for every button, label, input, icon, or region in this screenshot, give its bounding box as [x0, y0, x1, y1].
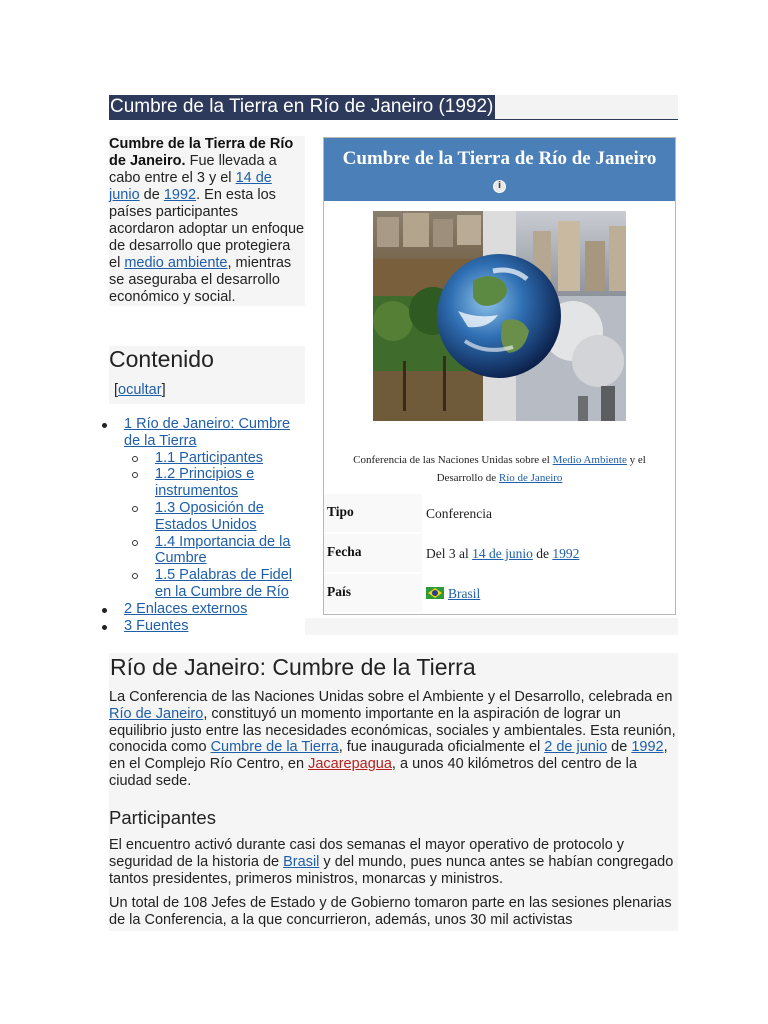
caption-text: Conferencia de las Naciones Unidas sobre el	[353, 454, 553, 466]
infobox-row-pais	[324, 574, 675, 612]
section-paragraph	[109, 837, 678, 887]
intro-text: , mientras se aseguraba el desarrollo económico y social.	[109, 255, 292, 305]
link-brasil-infobox[interactable]: Brasil	[448, 586, 481, 601]
intro-bold: Cumbre de la Tierra de Río de Janeiro.	[109, 136, 294, 169]
bracket: ]	[161, 382, 166, 398]
infobox-row-tipo	[324, 494, 675, 532]
infobox-row-fecha	[324, 534, 675, 572]
link-1992-infobox[interactable]: 1992	[552, 546, 580, 561]
link-rio-de-janeiro[interactable]: Río de Janeiro	[109, 705, 204, 722]
toc-toggle	[114, 382, 166, 398]
toc-link[interactable]: 1 Río de Janeiro: Cumbre de la Tierra	[124, 416, 291, 449]
toc-link[interactable]: 2 Enlaces externos	[124, 600, 248, 617]
toc-item[interactable]	[100, 618, 310, 635]
link-14-junio[interactable]: 14 de junio	[109, 170, 272, 203]
para-text: El encuentro activó durante casi dos semanas el mayor operativo de protocolo y seguridad de la historia de	[109, 837, 625, 870]
toc-item[interactable]	[100, 534, 310, 568]
infobox-title: Cumbre de la Tierra de Río de Janeiro	[342, 148, 657, 169]
toc-band	[305, 618, 678, 635]
link-2-junio[interactable]: 2 de junio	[544, 739, 608, 756]
row-key: Tipo	[327, 504, 354, 519]
row-key: País	[327, 584, 352, 599]
row-value	[426, 546, 579, 562]
section-heading: Participantes	[109, 807, 216, 828]
toc-item[interactable]	[100, 416, 310, 450]
link-medio-ambiente[interactable]: medio ambiente	[124, 255, 228, 271]
para-text: , constituyó un momento importante en la aspiración de lograr un equilibrio justo entre las necesidades económicas, sociales y ambientales. Esta reunión, conocida como	[109, 705, 676, 756]
link-1992[interactable]: 1992	[163, 187, 197, 203]
link-cumbre-tierra[interactable]: Cumbre de la Tierra	[210, 739, 339, 756]
intro-text: de	[139, 187, 164, 203]
row-value	[426, 586, 480, 602]
section-rio-cumbre	[109, 653, 678, 799]
page-title: Cumbre de la Tierra en Río de Janeiro (1992)	[110, 96, 494, 117]
para-text: , fue inaugurada oficialmente el	[338, 739, 545, 756]
earth-collage-image	[373, 211, 626, 421]
toc-link[interactable]: 1.4 Importancia de la Cumbre	[155, 533, 291, 567]
row-text: Del 3 al	[426, 546, 473, 561]
toc-link[interactable]: 3 Fuentes	[124, 617, 189, 634]
infobox-caption	[334, 451, 665, 487]
row-key: Fecha	[327, 544, 362, 559]
caption-text: y el Desarrollo de	[436, 454, 646, 484]
toc-item[interactable]	[100, 466, 310, 500]
toc-link[interactable]: 1.1 Participantes	[155, 449, 264, 466]
section-heading: Río de Janeiro: Cumbre de la Tierra	[110, 654, 476, 680]
bracket: [	[114, 382, 119, 398]
intro-text: . En esta los países participantes acordaron adoptar un enfoque de desarrollo que protegiera el	[109, 187, 305, 271]
section-paragraph	[109, 689, 678, 790]
link-rio-caption[interactable]: Río de Janeiro	[498, 472, 563, 484]
para-text: , a unos 40 kilómetros del centro de la ciudad sede.	[109, 756, 637, 789]
toc-item[interactable]	[100, 601, 310, 618]
intro-text: Fue llevada a cabo entre el 3 y el	[109, 153, 277, 186]
link-medio-ambiente-caption[interactable]: Medio Ambiente	[552, 454, 627, 466]
table-of-contents	[100, 416, 310, 634]
brazil-flag-icon	[426, 587, 444, 599]
para-text: , en el Complejo Río Centro, en	[109, 739, 668, 773]
page-title-bar	[109, 95, 678, 120]
row-value: Conferencia	[426, 506, 492, 521]
toc-item[interactable]	[100, 500, 310, 534]
toc-link[interactable]: 1.5 Palabras de Fidel en la Cumbre de Río	[155, 567, 293, 600]
info-icon[interactable]: i	[493, 180, 506, 193]
para-text: de	[607, 739, 632, 756]
para-text: y del mundo, pues nunca antes se habían congregado tantos presidentes, primeros ministros, monarcas y ministros.	[109, 853, 674, 887]
toc-hide-link[interactable]: ocultar	[118, 382, 162, 398]
para-text: La Conferencia de las Naciones Unidas sobre el Ambiente y el Desarrollo, celebrada en	[109, 689, 673, 705]
link-jacarepagua[interactable]: Jacarepagua	[308, 756, 392, 773]
toc-title: Contenido	[109, 346, 214, 372]
row-text: de	[532, 546, 553, 561]
infobox	[323, 137, 676, 615]
section-participantes	[109, 799, 678, 931]
link-brasil[interactable]: Brasil	[283, 853, 320, 870]
toc-item[interactable]	[100, 567, 310, 601]
intro-paragraph	[109, 136, 305, 306]
section-paragraph: Un total de 108 Jefes de Estado y de Gobierno tomaron parte en las sesiones plenarias de la Conferencia, a la que concurrieron, además, unos 30 mil activistas	[109, 895, 672, 929]
link-1992-section[interactable]: 1992	[631, 739, 664, 756]
toc-link[interactable]: 1.3 Oposición de Estados Unidos	[155, 499, 264, 533]
link-14-junio-infobox[interactable]: 14 de junio	[472, 546, 533, 561]
toc-item[interactable]	[100, 450, 310, 467]
toc-link[interactable]: 1.2 Principios e instrumentos	[155, 466, 255, 500]
